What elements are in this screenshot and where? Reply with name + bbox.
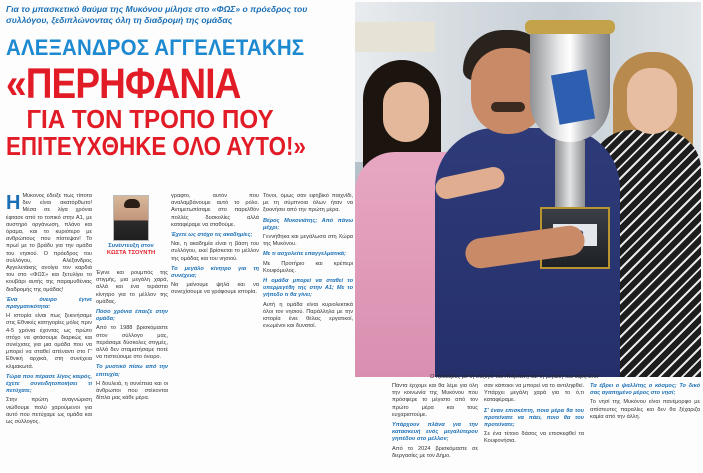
column-5-paragraph-1: Αυτή η ομάδα είναι κυριολεκτικά όλοι τον νησιού. Παράλληλα με την ιστορία ένιε θέλεις εργατικοί, ενωμένοι και δυνατοί. <box>263 301 353 330</box>
article-column-1 <box>6 193 92 471</box>
headline <box>6 62 351 160</box>
author-name: ΚΩΣΤΑ ΤΣΟΥΝΤΗ <box>106 250 156 256</box>
column-4-paragraph-2: Γεννήθηκα και μεγάλωσα στη Χώρα της Μυκόνου. <box>263 234 353 248</box>
column-5-subhead-1: Η ομάδα μπορεί να σταθεί το υπερμεγέθη της στην Α1; Με το γήπεδο τι θα γίνει; <box>263 278 353 299</box>
article-column-3 <box>171 193 259 471</box>
photo-banner <box>355 22 435 52</box>
column-1-subhead-2: Τώρα που πέρασε λίγος καιρός, έχετε συνειδητοποιήσει τι πετύχατε; <box>6 373 92 395</box>
headline-line-1: «ΠΕΡΗΦΑΝΙΑ <box>6 60 241 108</box>
drop-cap: Η <box>6 193 21 214</box>
column-4-subhead-1: Βέρος Μυκονιάτης; Από πάνω μέχρι; <box>263 217 353 231</box>
trophy-rim <box>525 20 615 34</box>
column-3-paragraph-3: Να μείνουμε ψηλά και να συνεχίσουμε να γράφουμε ιστορία. <box>171 282 259 296</box>
column-1-paragraph-3: Στην πρώτη αναγνώριση νιώθουμε πολύ χαρούμενοι για αυτό που πετύχαμε ως ομάδα και ως σύλλογος. <box>6 397 92 426</box>
column-2-paragraph-2: Από το 1988 βρισκόμαστε στον σύλλογο μας, περάσαμε δύσκολες στιγμές, αλλά δεν σταματήσαμε ποτέ να πιστεύουμε στο όνειρο. <box>96 325 168 361</box>
interviewee-name: ΑΛΕΞΑΝΔΡΟΣ ΑΓΓΕΛΕΤΑΚΗΣ <box>6 35 305 60</box>
article-column-8 <box>590 383 700 471</box>
column-2-subhead-2: Το μυστικό πίσω από την επιτυχία; <box>96 364 168 378</box>
headline-line-2: ΓΙΑ ΤΟΝ ΤΡΟΠΟ ΠΟΥ <box>26 104 274 134</box>
column-7-subhead-1: Σ' έναν επισκέπτη, ποια μέρα θα του προτείνατε να πάει, ποιο θα του προτείνατε; <box>484 407 584 429</box>
column-4-subhead-2: Με τι ασχολείτε επαγγελματικά; <box>263 251 346 258</box>
trophy-stem <box>555 140 585 210</box>
author-photo <box>113 195 149 241</box>
column-6-paragraph-1: Πάντα έρχομε και θα λέμε για όλη την κοινωνία της Μυκόνου που πρόσφερε το μέγιστο από τον πρώτο μέρα και τους ευχαριστούμε. <box>392 383 478 418</box>
column-6-paragraph-2: Από το 2024 βρισκόμαστε σε διεργασίες με τον Δήμο. <box>392 445 478 459</box>
article-column-6 <box>392 383 478 471</box>
column-8-paragraph-1: Το νησί της Μυκόνου είναι πανέμορφο με απίστευτες παραλίες και δεν θα ξέχαριζα καμία από την άλλη. <box>590 399 700 420</box>
daughter-face <box>383 82 429 142</box>
column-2-paragraph-1: Έγινε και ρουμπός της στιγμής, μια μεγάλη χαρά, αλλά και ένα τεράστιο κίνητρο για το μέλλον της ομάδας. <box>96 270 168 305</box>
column-1-paragraph-1: Μύκονος έδειξε πως τίποτα δεν είναι ακατόρθωτο! Μέσα σε λίγα χρόνια έφτασε από το τοπικό στην Α1, με αυστηρό οργάνωση, πλάνο και όραμα, και το κυριότερο με ανθρώπους που πίστεψαν! Το πρωί με το βράδυ για την ομάδα του νησιού. Ο πρόεδρος του συλλόγου, Αλέξανδρος Αγγελετάκης ανοίγει τον καρδιά του στο «ΦΩΣ» και ξετυλίγει το κουβάρι αυτής της παραμυθένιας διαδρομής της ομάδας! <box>6 193 92 293</box>
column-6-subhead-1: Υπάρχουν πλάνα για την κατασκευή ενός μεγαλύτερου γηπέδου στο μέλλον; <box>392 422 478 443</box>
president-smile <box>491 102 525 112</box>
column-3-paragraph-2: Ναι, η ακαδημία είναι η βάση του συλλόγου, εκεί βρίσκεται το μέλλον της ομάδας και του νησιού. <box>171 241 259 262</box>
wife-face <box>627 68 677 134</box>
article-column-2 <box>96 270 168 470</box>
column-1-subhead-1: Ένα όνειρο έγινε πραγματικότητα: <box>6 296 92 311</box>
column-3-subhead-2: Το μεγάλο κίνητρο για τη συνέχεια; <box>171 265 259 280</box>
column-1-paragraph-2: Η ιστορία είναι πως ξεκινήσαμε στις Εθνικές κατηγορίες μόλις πριν 4-5 χρόνια έχοντας ως πρώτο στόχο να φτάσουμε διαρκώς και συνέχισες για μια ομάδα που να μπορεί να σταθεί απέναντι στο Γ' Εθνική αρχικά, στη συνέχεια κλιμακωτά. <box>6 313 92 370</box>
article-column-7 <box>484 383 584 471</box>
column-3-paragraph-1: γραφτο, αυτόν που αναλαμβάνουμε αυτό το ρόλο. Αντιμετωπίσαμε στο παρελθόν πολλές δυσκολίες αλλά καταφέραμε να σταθούμε. <box>171 193 259 228</box>
column-4-paragraph-1: Τόνοι, όμως σαν εφηβικό παιχνίδι, με τη σύμπνοια όλων ήταν να ξεκινήσει από την πρώτη μέρα. <box>263 193 353 214</box>
column-2-subhead-1: Πόσο χρόνια έπαιζε στην ομάδα; <box>96 309 168 323</box>
column-2-paragraph-3: Η δουλειά, η συνέπεια και οι άνθρωποι που στέκονται δίπλα μας κάθε μέρα. <box>96 380 168 402</box>
column-7-paragraph-1: σαν κάποιοι να μπορεί να το αντιληφθεί. Υπάρχει μεγάλη χαρά για το ό,τι καταφέραμε. <box>484 383 584 404</box>
article-column-4 <box>263 193 353 471</box>
column-7-paragraph-2: Σε ένα τέτοιο δάσος να επισκεφθεί τα Κουφονήσια. <box>484 431 584 445</box>
author-label: Συνέντευξη στον <box>108 243 154 249</box>
photo-caption: Ο πρόεδρος με τη σύζυγό του Ανδρεανή και τη μεγάλη του κόρη Ελίν <box>430 374 599 380</box>
article-photo <box>355 2 701 377</box>
column-8-subhead-1: Τα έβρει ο ψαλλίτης ο κόσμος; Το δικό σας αγαπημένο μέρος στο νησί; <box>590 383 700 397</box>
column-3-subhead-1: Έχετε ως στόχο τις ακαδημίες; <box>171 232 253 239</box>
author-byline <box>96 243 166 257</box>
author-box <box>96 195 166 267</box>
headline-line-3: ΕΠΙΤΕΥΧΘΗΚΕ ΟΛΟ ΑΥΤΟ!» <box>6 131 306 161</box>
column-4-paragraph-3: Με Προτήριο και κρέπερι Κουφόμυλος. <box>263 260 353 274</box>
article-intro: Για το μπασκετικό θαύμα της Μυκόνου μίλησε στο «ΦΩΣ» ο πρόεδρος του συλλόγου, ξεδιπλώνοντας όλη τη διαδρομή της ομάδας <box>6 4 308 25</box>
